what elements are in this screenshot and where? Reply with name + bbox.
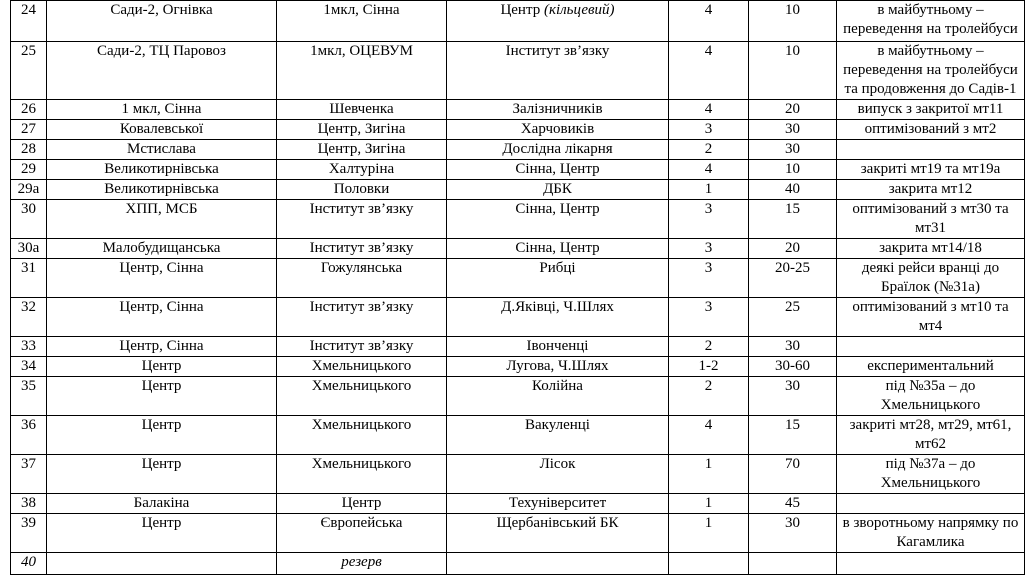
route-buses-cell: [669, 357, 749, 377]
route-buses-cell-text: 1: [704, 456, 713, 472]
route-destination-cell-text: ДБК: [543, 181, 572, 197]
route-number-cell-text: 35: [21, 378, 36, 394]
route-via-cell: [277, 337, 447, 357]
route-buses-cell-text: 3: [704, 299, 713, 315]
route-origin-cell: [47, 200, 277, 239]
route-origin-cell: [47, 494, 277, 514]
route-via-cell: [277, 553, 447, 575]
route-number-cell-text: 37: [21, 456, 36, 472]
route-via-cell: [277, 42, 447, 100]
route-note-cell: [837, 514, 1025, 553]
route-number-cell-text: 25: [21, 43, 36, 59]
route-buses-cell: [669, 514, 749, 553]
route-buses-cell: [669, 140, 749, 160]
route-note-cell: [837, 416, 1025, 455]
route-number-cell: [11, 140, 47, 160]
route-origin-cell-text: Центр: [141, 378, 182, 394]
route-interval-cell: [749, 416, 837, 455]
route-via-cell-text: Центр: [341, 495, 382, 511]
route-via-cell: [277, 377, 447, 416]
route-number-cell-text: 39: [21, 515, 36, 531]
route-origin-cell-text: Великотирнівська: [104, 161, 219, 177]
route-destination-cell-text: Вакуленці: [525, 417, 590, 433]
route-interval-cell: [749, 100, 837, 120]
route-buses-cell-text: 4: [704, 417, 713, 433]
route-destination-cell-text: Щербанівський БК: [496, 515, 619, 531]
route-destination-cell: [447, 455, 669, 494]
route-destination-cell-text: Сінна, Центр: [515, 240, 600, 256]
route-destination-cell-text: Дослідна лікарня: [502, 141, 613, 157]
route-interval-cell-text: 10: [785, 161, 800, 177]
route-origin-cell: [47, 140, 277, 160]
route-via-cell-text: Центр, Зигіна: [317, 141, 406, 157]
route-number-cell-text: 30: [21, 201, 36, 217]
route-note-cell: [837, 200, 1025, 239]
route-origin-cell: [47, 259, 277, 298]
route-interval-cell-text: 30: [785, 378, 800, 394]
route-via-cell-text: Центр, Зигіна: [317, 121, 406, 137]
route-via-cell-text: Інститут зв’язку: [309, 201, 414, 217]
route-via-cell: [277, 239, 447, 259]
route-interval-cell-text: 30: [785, 141, 800, 157]
route-note-cell-text: оптимізований з мт10 та мт4: [852, 299, 1009, 334]
route-buses-cell: [669, 259, 749, 298]
route-interval-cell: [749, 514, 837, 553]
route-note-cell-text: в майбутньому – переведення на тролейбуси: [843, 2, 1018, 37]
route-number-cell: [11, 553, 47, 575]
route-via-cell: [277, 455, 447, 494]
route-buses-cell: [669, 100, 749, 120]
route-origin-cell: [47, 120, 277, 140]
route-number-cell-text: 28: [21, 141, 36, 157]
route-note-cell-text: випуск з закритої мт11: [857, 101, 1004, 117]
route-destination-cell: [447, 337, 669, 357]
route-interval-cell: [749, 140, 837, 160]
route-note-cell: [837, 337, 1025, 357]
route-number-cell: [11, 239, 47, 259]
route-via-cell: [277, 120, 447, 140]
table-row: [11, 298, 1025, 337]
route-via-cell-text: Хмельницького: [311, 456, 412, 472]
route-destination-cell: [447, 1, 669, 42]
table-row: [11, 377, 1025, 416]
route-interval-cell: [749, 120, 837, 140]
route-buses-cell-text: 1-2: [698, 358, 719, 374]
route-note-cell-text: під №35а – до Хмельницького: [880, 378, 981, 413]
route-number-cell: [11, 377, 47, 416]
route-origin-cell-text: Мстислава: [127, 141, 196, 157]
route-origin-cell: [47, 416, 277, 455]
route-origin-cell-text: Центр, Сінна: [119, 260, 204, 276]
route-number-cell-text: 24: [21, 2, 36, 18]
route-origin-cell-text: Центр, Сінна: [119, 338, 204, 354]
route-number-cell: [11, 100, 47, 120]
route-destination-cell-text: Лугова, Ч.Шлях: [506, 358, 609, 374]
route-buses-cell: [669, 180, 749, 200]
table-row: [11, 416, 1025, 455]
route-via-cell: [277, 160, 447, 180]
route-interval-cell: [749, 553, 837, 575]
table-row: [11, 120, 1025, 140]
route-interval-cell: [749, 377, 837, 416]
route-via-cell-text: Хмельницького: [311, 378, 412, 394]
route-destination-cell: [447, 200, 669, 239]
route-destination-cell: [447, 42, 669, 100]
route-number-cell-text: 30а: [17, 240, 40, 256]
route-origin-cell: [47, 239, 277, 259]
route-origin-cell-text: Малобудищанська: [102, 240, 221, 256]
route-via-cell: [277, 200, 447, 239]
route-destination-cell: [447, 140, 669, 160]
route-interval-cell-text: 30: [785, 515, 800, 531]
route-buses-cell-text: 4: [704, 2, 713, 18]
route-buses-cell: [669, 455, 749, 494]
route-note-cell: [837, 100, 1025, 120]
route-destination-cell-text: Сінна, Центр: [515, 201, 600, 217]
route-buses-cell: [669, 42, 749, 100]
route-origin-cell-text: ХПП, МСБ: [125, 201, 198, 217]
route-interval-cell-text: 10: [785, 43, 800, 59]
route-buses-cell: [669, 377, 749, 416]
route-note-cell: [837, 357, 1025, 377]
route-interval-cell-text: 30: [785, 338, 800, 354]
route-buses-cell-text: 3: [704, 201, 713, 217]
route-destination-cell: [447, 259, 669, 298]
route-interval-cell-text: 30-60: [775, 358, 810, 374]
route-via-cell: [277, 180, 447, 200]
route-destination-cell-text: Інститут зв’язку: [505, 43, 610, 59]
route-note-cell: [837, 377, 1025, 416]
route-interval-cell-text: 15: [785, 417, 800, 433]
route-note-cell-text: закриті мт19 та мт19а: [860, 161, 1001, 177]
route-destination-cell: [447, 494, 669, 514]
route-note-cell-text: експериментальний: [867, 358, 994, 374]
route-interval-cell-text: 15: [785, 201, 800, 217]
route-interval-cell: [749, 337, 837, 357]
table-row: [11, 357, 1025, 377]
route-via-cell-text: 1мкл, ОЦЕВУМ: [310, 43, 413, 59]
route-origin-cell-text: Центр: [141, 417, 182, 433]
route-via-cell-text: 1мкл, Сінна: [323, 2, 400, 18]
route-number-cell-text: 29: [21, 161, 36, 177]
route-buses-cell: [669, 416, 749, 455]
route-origin-cell: [47, 553, 277, 575]
route-note-cell-text: оптимізований з мт30 та мт31: [852, 201, 1009, 236]
route-number-cell-text: 33: [21, 338, 36, 354]
route-buses-cell-text: 1: [704, 495, 713, 511]
route-via-cell-text: Гожулянська: [320, 260, 403, 276]
routes-table-body: [11, 1, 1025, 575]
route-number-cell: [11, 416, 47, 455]
route-origin-cell-text: Сади-2, ТЦ Паровоз: [97, 43, 226, 59]
table-row: [11, 553, 1025, 575]
route-via-cell: [277, 259, 447, 298]
route-interval-cell-text: 20: [785, 240, 800, 256]
route-interval-cell: [749, 180, 837, 200]
route-number-cell-text: 32: [21, 299, 36, 315]
route-interval-cell: [749, 160, 837, 180]
route-via-cell: [277, 494, 447, 514]
route-note-cell: [837, 455, 1025, 494]
route-via-cell: [277, 100, 447, 120]
route-buses-cell-text: 3: [704, 240, 713, 256]
route-via-cell: [277, 1, 447, 42]
route-origin-cell: [47, 298, 277, 337]
table-row: [11, 100, 1025, 120]
route-origin-cell-text: Ковалевської: [119, 121, 204, 137]
route-destination-cell: [447, 120, 669, 140]
table-row: [11, 337, 1025, 357]
route-interval-cell-text: 20: [785, 101, 800, 117]
route-number-cell-text: 31: [21, 260, 36, 276]
route-number-cell: [11, 180, 47, 200]
route-number-cell: [11, 337, 47, 357]
route-buses-cell: [669, 553, 749, 575]
route-destination-cell: [447, 514, 669, 553]
route-origin-cell: [47, 100, 277, 120]
route-destination-cell: [447, 357, 669, 377]
route-note-cell: [837, 120, 1025, 140]
route-via-cell: [277, 298, 447, 337]
route-note-cell: [837, 494, 1025, 514]
route-destination-cell: [447, 377, 669, 416]
route-via-cell-text: Інститут зв’язку: [309, 338, 414, 354]
route-destination-cell-text: Центр: [500, 2, 544, 18]
route-origin-cell: [47, 160, 277, 180]
route-origin-cell: [47, 377, 277, 416]
route-number-cell: [11, 298, 47, 337]
route-number-cell-text: 40: [21, 554, 36, 570]
route-origin-cell: [47, 455, 277, 494]
route-note-cell: [837, 298, 1025, 337]
route-buses-cell: [669, 1, 749, 42]
route-buses-cell-text: 1: [704, 181, 713, 197]
route-origin-cell: [47, 337, 277, 357]
route-number-cell-text: 36: [21, 417, 36, 433]
route-interval-cell-text: 70: [785, 456, 800, 472]
route-via-cell: [277, 140, 447, 160]
route-destination-cell-text: Сінна, Центр: [515, 161, 600, 177]
route-origin-cell-text: Балакіна: [133, 495, 190, 511]
route-origin-cell: [47, 42, 277, 100]
route-interval-cell: [749, 1, 837, 42]
route-note-cell-text: в зворотньому напрямку по Кагамлика: [842, 515, 1019, 550]
table-row: [11, 259, 1025, 298]
table-row: [11, 42, 1025, 100]
route-via-cell-text: Халтуріна: [328, 161, 395, 177]
route-origin-cell-text: Сади-2, Огнівка: [110, 2, 213, 18]
route-number-cell: [11, 42, 47, 100]
route-origin-cell: [47, 514, 277, 553]
route-note-cell: [837, 553, 1025, 575]
route-note-cell: [837, 180, 1025, 200]
route-origin-cell: [47, 1, 277, 42]
table-row: [11, 180, 1025, 200]
route-note-cell-text: деякі рейси вранці до Браїлок (№31а): [861, 260, 1000, 295]
table-row: [11, 455, 1025, 494]
route-origin-cell: [47, 357, 277, 377]
route-number-cell: [11, 514, 47, 553]
route-buses-cell: [669, 298, 749, 337]
route-interval-cell: [749, 259, 837, 298]
route-interval-cell: [749, 298, 837, 337]
route-destination-cell-text: Колійна: [532, 378, 583, 394]
route-note-cell: [837, 42, 1025, 100]
route-buses-cell-text: 3: [704, 260, 713, 276]
route-note-cell: [837, 160, 1025, 180]
route-interval-cell-text: 25: [785, 299, 800, 315]
table-row: [11, 514, 1025, 553]
route-via-cell-text: Шевченка: [329, 101, 394, 117]
route-number-cell: [11, 200, 47, 239]
route-interval-cell: [749, 455, 837, 494]
route-interval-cell-text: 10: [785, 2, 800, 18]
route-buses-cell-text: 4: [704, 161, 713, 177]
route-origin-cell-text: Великотирнівська: [104, 181, 219, 197]
route-note-cell-text: закриті мт28, мт29, мт61, мт62: [849, 417, 1012, 452]
route-interval-cell: [749, 239, 837, 259]
table-row: [11, 239, 1025, 259]
route-destination-cell-text: Лісок: [539, 456, 576, 472]
route-buses-cell: [669, 160, 749, 180]
route-buses-cell-text: 1: [704, 515, 713, 531]
route-note-cell: [837, 140, 1025, 160]
route-destination-cell: [447, 160, 669, 180]
route-buses-cell: [669, 120, 749, 140]
route-interval-cell-text: 30: [785, 121, 800, 137]
route-destination-cell: [447, 100, 669, 120]
route-destination-cell-text: Івонченці: [526, 338, 589, 354]
route-destination-cell-text: Техуніверситет: [508, 495, 607, 511]
route-via-cell: [277, 416, 447, 455]
route-number-cell: [11, 357, 47, 377]
route-note-cell-text: оптимізований з мт2: [864, 121, 997, 137]
route-note-cell: [837, 259, 1025, 298]
route-note-cell-text: в майбутньому – переведення на тролейбуси та продовження до Садів-1: [843, 43, 1018, 97]
route-number-cell: [11, 1, 47, 42]
route-number-cell: [11, 120, 47, 140]
route-interval-cell: [749, 494, 837, 514]
route-origin-cell: [47, 180, 277, 200]
route-buses-cell-text: 4: [704, 101, 713, 117]
route-via-cell-text: Хмельницького: [311, 417, 412, 433]
route-number-cell-text: 38: [21, 495, 36, 511]
route-destination-cell-text: Залізничників: [512, 101, 603, 117]
route-interval-cell: [749, 357, 837, 377]
route-interval-cell: [749, 200, 837, 239]
route-number-cell: [11, 160, 47, 180]
route-buses-cell-text: 3: [704, 121, 713, 137]
table-row: [11, 160, 1025, 180]
route-buses-cell-text: 4: [704, 43, 713, 59]
route-interval-cell-text: 45: [785, 495, 800, 511]
route-destination-cell: [447, 239, 669, 259]
route-number-cell: [11, 455, 47, 494]
route-interval-cell-text: 40: [785, 181, 800, 197]
route-buses-cell: [669, 494, 749, 514]
route-note-cell-text: під №37а – до Хмельницького: [880, 456, 981, 491]
table-row: [11, 200, 1025, 239]
route-buses-cell: [669, 337, 749, 357]
route-via-cell: [277, 357, 447, 377]
route-destination-cell: [447, 553, 669, 575]
route-buses-cell-text: 2: [704, 141, 713, 157]
route-number-cell: [11, 259, 47, 298]
route-number-cell-text: 34: [21, 358, 36, 374]
route-interval-cell: [749, 42, 837, 100]
route-origin-cell-text: Центр, Сінна: [119, 299, 204, 315]
route-via-cell-text: Інститут зв’язку: [309, 240, 414, 256]
route-destination-cell: [447, 298, 669, 337]
route-destination-cell-text: Харчовиків: [520, 121, 595, 137]
route-buses-cell: [669, 239, 749, 259]
route-destination-suffix: (кільцевий): [543, 2, 615, 18]
route-origin-cell-text: Центр: [141, 456, 182, 472]
route-number-cell-text: 26: [21, 101, 36, 117]
route-number-cell-text: 27: [21, 121, 36, 137]
route-note-cell: [837, 1, 1025, 42]
route-interval-cell-text: 20-25: [775, 260, 810, 276]
route-buses-cell-text: 2: [704, 338, 713, 354]
route-origin-cell-text: Центр: [141, 515, 182, 531]
route-note-cell-text: закрита мт14/18: [879, 240, 982, 256]
table-row: [11, 140, 1025, 160]
route-origin-cell-text: 1 мкл, Сінна: [121, 101, 202, 117]
route-via-cell-text: Половки: [333, 181, 390, 197]
table-row: [11, 494, 1025, 514]
route-destination-cell-text: Рибці: [539, 260, 576, 276]
route-number-cell: [11, 494, 47, 514]
route-buses-cell-text: 2: [704, 378, 713, 394]
route-note-cell-text: закрита мт12: [888, 181, 973, 197]
route-via-cell: [277, 514, 447, 553]
route-buses-cell: [669, 200, 749, 239]
route-destination-cell: [447, 180, 669, 200]
route-note-cell: [837, 239, 1025, 259]
route-origin-cell-text: Центр: [141, 358, 182, 374]
route-via-cell-text: резерв: [341, 554, 382, 570]
route-destination-cell-text: Д.Яківці, Ч.Шлях: [501, 299, 614, 315]
table-row: [11, 1, 1025, 42]
route-via-cell-text: Інститут зв’язку: [309, 299, 414, 315]
route-number-cell-text: 29а: [17, 181, 40, 197]
routes-table: [10, 0, 1025, 575]
route-via-cell-text: Хмельницького: [311, 358, 412, 374]
route-destination-cell: [447, 416, 669, 455]
route-via-cell-text: Європейська: [320, 515, 403, 531]
